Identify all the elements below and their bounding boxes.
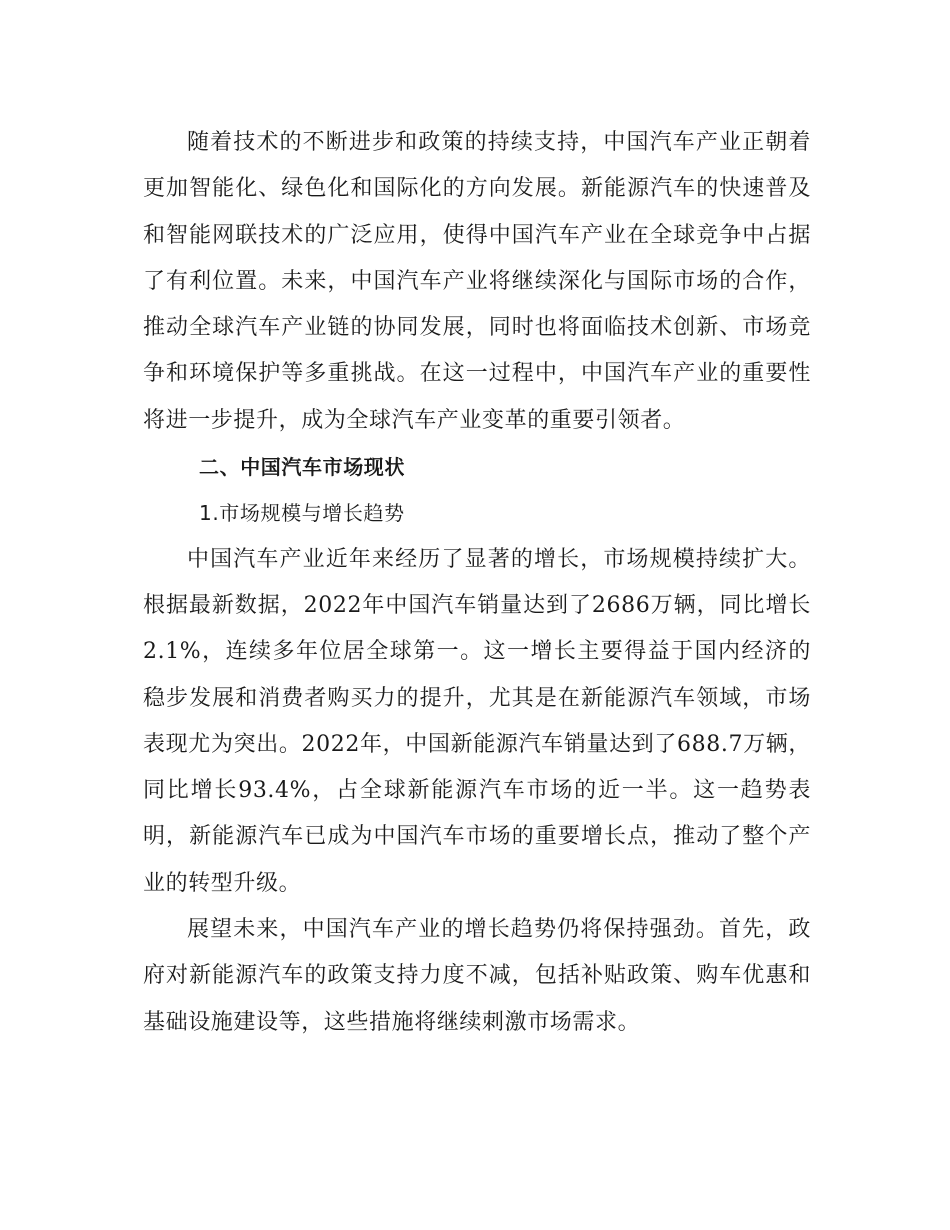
paragraph-future-trend: 展望未来，中国汽车产业的增长趋势仍将保持强劲。首先，政府对新能源汽车的政策支持力度不减，包括补贴政策、购车优惠和基础设施建设等，这些措施将继续刺激市场需求。 (143, 917, 811, 1035)
section-heading: 二、中国汽车市场现状 (199, 455, 405, 480)
paragraph-industry-outlook: 随着技术的不断进步和政策的持续支持，中国汽车产业正朝着更加智能化、绿色化和国际化的方向发展。新能源汽车的快速普及和智能网联技术的广泛应用，使得中国汽车产业在全球竞争中占据了有利位置。未来，中国汽车产业将继续深化与国际市场的合作，推动全球汽车产业链的协同发展，同时也将面临技术创新、市场竞争和环境保护等多重挑战。在这一过程中，中国汽车产业的重要性将进一步提升，成为全球汽车产业变革的重要引领者。 (143, 130, 811, 433)
document-body (143, 120, 811, 1046)
paragraph-market-scale: 中国汽车产业近年来经历了显著的增长，市场规模持续扩大。根据最新数据，2022年中国汽车销量达到了2686万辆，同比增长2.1%，连续多年位居全球第一。这一增长主要得益于国内经济的稳步发展和消费者购买力的提升，尤其是在新能源汽车领域，市场表现尤为突出。2022年，中国新能源汽车销量达到了688.7万辆，同比增长93.4%，占全球新能源汽车市场的近一半。这一趋势表明，新能源汽车已成为中国汽车市场的重要增长点，推动了整个产业的转型升级。 (143, 546, 811, 896)
subsection-heading: 1.市场规模与增长趋势 (199, 501, 405, 526)
